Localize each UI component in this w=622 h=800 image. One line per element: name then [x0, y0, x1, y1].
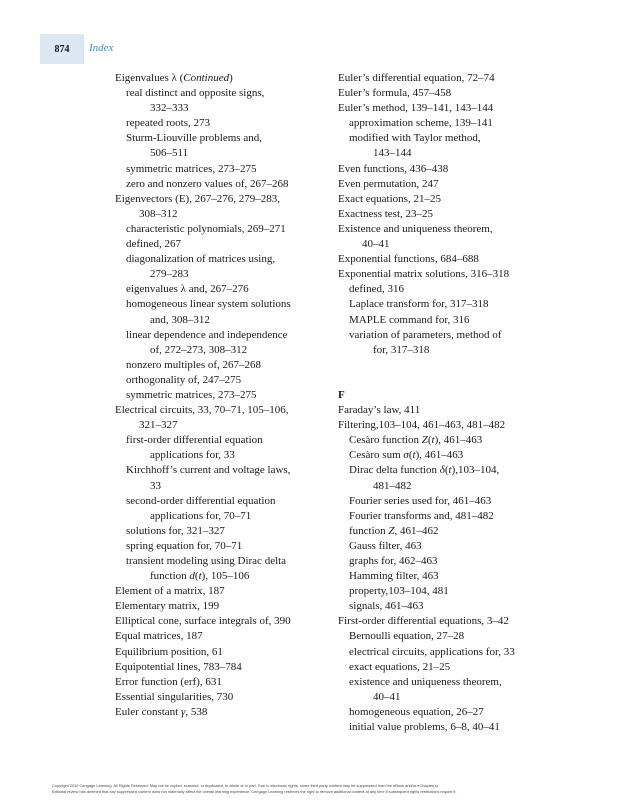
index-subentry: [338, 705, 552, 720]
index-entry-italic: Continued: [183, 72, 230, 84]
index-entry-text: Euler’s method, 139–141, 143–144: [338, 102, 494, 115]
index-entry-text: Equipotential lines, 783–784: [115, 660, 242, 673]
index-entry-text: , 538: [185, 705, 208, 718]
index-entry-text: real distinct and opposite signs,: [126, 87, 265, 100]
index-entry: [115, 614, 329, 629]
index-entry-text: graphs for, 462–463: [349, 555, 438, 567]
index-subentry: [338, 720, 552, 735]
index-entry-text: Gauss filter, 463: [349, 539, 422, 552]
index-entry-text: spring equation for, 70–71: [126, 539, 243, 552]
index-entry: [338, 101, 552, 116]
index-subentry: [338, 524, 552, 539]
index-entry-text: symmetric matrices, 273–275: [126, 162, 257, 175]
index-entry-text: Cesàro sum: [349, 449, 404, 462]
index-entry-text: applications for, 70–71: [150, 509, 252, 522]
index-entry-text: Euler’s differential equation, 72–74: [338, 72, 495, 84]
index-subentry: [115, 358, 329, 373]
index-entry-text: Faraday’s law, 411: [338, 404, 421, 417]
index-entry-text: and, 308–312: [150, 313, 210, 326]
index-subentry: [338, 463, 552, 478]
index-entry-text: F: [338, 388, 345, 401]
index-entry-text: (: [408, 449, 413, 462]
index-entry-text: nonzero multiples of, 267–268: [126, 358, 262, 371]
index-entry: [115, 705, 329, 720]
index-entry-text: Equal matrices, 187: [115, 630, 203, 643]
index-entry-text: Equilibrium position, 61: [115, 645, 223, 658]
index-entry-text: Laplace transform for, 317–318: [349, 298, 489, 311]
index-entry-italic: t: [431, 434, 435, 447]
index-entry-text: MAPLE command for, 316: [349, 313, 470, 326]
index-entry-italic: t: [412, 449, 416, 462]
index-entry: [338, 207, 552, 222]
index-entry-text: property,103–104, 481: [349, 585, 449, 598]
index-entry-text: second-order differential equation: [126, 494, 276, 507]
index-subentry: [338, 146, 552, 161]
index-entry-text: 279–283: [150, 268, 189, 281]
index-entry-text: Sturm-Liouville problems and,: [126, 132, 262, 145]
index-subentry: [338, 660, 552, 675]
index-entry-text: modified with Taylor method,: [349, 132, 481, 145]
index-entry: [338, 192, 552, 207]
index-entry-text: exact equations, 21–25: [349, 660, 451, 673]
index-entry-text: 40–41: [373, 690, 401, 703]
index-entry: [115, 660, 329, 675]
index-entry-text: Exactness test, 23–25: [338, 207, 434, 220]
index-entry: [338, 222, 552, 237]
index-entry-text: defined, 316: [349, 283, 404, 296]
index-subentry: [338, 584, 552, 599]
index-entry-text: Electrical circuits, 33, 70–71, 105–106,: [115, 404, 289, 417]
index-entry: [338, 418, 552, 433]
index-entry-text: of, 272–273, 308–312: [150, 343, 248, 356]
index-entry: [115, 675, 329, 690]
index-entry-text: Even permutation, 247: [338, 177, 439, 190]
index-entry-text: first-order differential equation: [126, 434, 263, 447]
index-subentry: [338, 479, 552, 494]
index-column-right: [338, 71, 552, 735]
blank-line: [338, 358, 552, 373]
index-subentry: [338, 569, 552, 584]
index-subentry: [115, 494, 329, 509]
index-entry: [338, 86, 552, 101]
index-subentry: [115, 418, 329, 433]
index-subentry: [338, 554, 552, 569]
index-entry: [338, 614, 552, 629]
index-entry: [115, 71, 329, 86]
index-entry: [338, 252, 552, 267]
index-entry: [115, 645, 329, 660]
page-number: 874: [54, 43, 70, 55]
index-entry-text: (: [427, 434, 432, 447]
index-subentry: [115, 252, 329, 267]
index-entry-text: 33: [150, 479, 161, 492]
index-entry: [338, 177, 552, 192]
index-subentry: [115, 554, 329, 569]
index-subentry: [115, 448, 329, 463]
index-entry-text: (: [444, 464, 449, 477]
index-entry-italic: σ: [403, 449, 409, 462]
index-entry-italic: t: [448, 464, 452, 477]
index-subentry: [115, 86, 329, 101]
index-entry-text: ), 461–463: [434, 434, 483, 447]
index-column-left: [115, 71, 329, 720]
index-entry-text: initial value problems, 6–8, 40–41: [349, 721, 500, 734]
index-subentry: [115, 388, 329, 403]
index-entry-text: Eigenvalues λ (: [115, 72, 184, 84]
index-entry-text: repeated roots, 273: [126, 117, 210, 130]
index-subentry: [338, 433, 552, 448]
index-entry-italic: t: [198, 570, 202, 583]
index-entry-text: transient modeling using Dirac delta: [126, 555, 287, 567]
index-entry-text: linear dependence and independence: [126, 328, 288, 341]
index-entry-text: Dirac delta function: [349, 464, 440, 477]
index-entry-text: 321–327: [139, 419, 178, 432]
index-subentry: [338, 645, 552, 660]
index-entry-text: ), 105–106: [201, 570, 250, 583]
index-entry-text: , 461–462: [394, 524, 439, 537]
index-entry-text: applications for, 33: [150, 449, 235, 462]
index-subentry: [338, 599, 552, 614]
index-subentry: [115, 539, 329, 554]
index-entry-text: zero and nonzero values of, 267–268: [126, 177, 289, 190]
index-subentry: [338, 494, 552, 509]
index-subentry: [115, 177, 329, 192]
index-subentry: [338, 629, 552, 644]
index-entry-text: approximation scheme, 139–141: [349, 117, 493, 130]
index-entry-italic: Z: [421, 434, 428, 447]
index-subentry: [338, 237, 552, 252]
index-entry-text: Bernoulli equation, 27–28: [349, 630, 465, 643]
copyright-footer: [52, 783, 582, 795]
index-entry-text: Element of a matrix, 187: [115, 585, 225, 598]
index-subentry: [115, 463, 329, 478]
index-entry-text: ): [229, 72, 233, 84]
index-entry-text: homogeneous linear system solutions: [126, 298, 291, 311]
index-entry-text: (: [194, 570, 199, 583]
index-subentry: [115, 524, 329, 539]
index-entry-text: Hamming filter, 463: [349, 570, 439, 583]
index-subentry: [115, 297, 329, 312]
footer-line-1: Copyright 2010 Cengage Learning. All Rights Reserved. May not be copied, scanned, or duplicated, in whole or in part. Due to electronic rights, some third party content may be suppressed from the eBook and/or eChapter(s).: [52, 783, 439, 788]
index-subentry: [115, 373, 329, 388]
index-entry-text: Even functions, 436–438: [338, 162, 449, 175]
index-subentry: [115, 509, 329, 524]
index-subentry: [338, 297, 552, 312]
index-entry-italic: d: [189, 570, 195, 583]
index-subentry: [115, 433, 329, 448]
blank-line: [338, 373, 552, 388]
index-entry: [115, 192, 329, 207]
index-subentry: [115, 146, 329, 161]
index-entry-text: 332–333: [150, 102, 189, 115]
index-subentry: [338, 313, 552, 328]
index-subentry: [338, 675, 552, 690]
index-subentry: [115, 222, 329, 237]
index-subentry: [115, 162, 329, 177]
index-entry: [338, 162, 552, 177]
index-section-letter: [338, 388, 552, 403]
index-subentry: [338, 328, 552, 343]
index-entry-text: Cesàro function: [349, 434, 422, 447]
index-entry-text: variation of parameters, method of: [349, 328, 502, 341]
index-subentry: [338, 690, 552, 705]
index-entry-text: Euler constant: [115, 705, 181, 718]
index-entry: [115, 584, 329, 599]
index-entry-text: Essential singularities, 730: [115, 690, 234, 703]
index-entry-text: electrical circuits, applications for, 33: [349, 645, 515, 658]
index-subentry: [115, 207, 329, 222]
index-entry: [115, 403, 329, 418]
index-entry-italic: Z: [388, 524, 395, 537]
index-entry-text: Fourier series used for, 461–463: [349, 494, 492, 507]
index-entry-text: Exponential functions, 684–688: [338, 253, 479, 266]
index-entry-text: signals, 461–463: [349, 600, 424, 613]
index-entry: [115, 629, 329, 644]
index-entry: [338, 403, 552, 418]
index-entry-text: Exact equations, 21–25: [338, 192, 441, 205]
index-entry-text: symmetric matrices, 273–275: [126, 388, 257, 401]
index-subentry: [338, 343, 552, 358]
index-entry-text: Euler’s formula, 457–458: [338, 87, 452, 100]
index-subentry: [115, 267, 329, 282]
index-entry-text: Kirchhoff’s current and voltage laws,: [126, 464, 291, 477]
page-number-box: [40, 34, 84, 64]
index-entry-text: for, 317–318: [373, 343, 430, 356]
index-entry-text: defined, 267: [126, 238, 181, 251]
index-entry-text: 506–511: [150, 147, 189, 160]
index-subentry: [115, 313, 329, 328]
index-subentry: [115, 282, 329, 297]
index-entry-text: eigenvalues λ and, 267–276: [126, 283, 249, 296]
index-entry-text: diagonalization of matrices using,: [126, 253, 276, 266]
index-subentry: [115, 479, 329, 494]
index-entry-text: Eigenvectors (E), 267–276, 279–283,: [115, 192, 280, 205]
index-entry-text: Elementary matrix, 199: [115, 600, 220, 613]
index-subentry: [115, 328, 329, 343]
index-entry-text: homogeneous equation, 26–27: [349, 705, 484, 718]
running-title: Index: [89, 42, 114, 54]
index-entry-text: First-order differential equations, 3–42: [338, 615, 509, 628]
index-entry-text: Filtering,103–104, 461–463, 481–482: [338, 419, 506, 432]
index-entry-text: ), 461–463: [415, 449, 464, 462]
index-entry: [338, 71, 552, 86]
index-entry-text: existence and uniqueness theorem,: [349, 675, 502, 688]
index-entry-text: characteristic polynomials, 269–271: [126, 222, 286, 235]
index-subentry: [115, 101, 329, 116]
index-subentry: [338, 116, 552, 131]
index-entry-text: 40–41: [362, 238, 390, 251]
index-entry-text: function: [349, 524, 389, 537]
index-subentry: [115, 131, 329, 146]
index-entry-text: Error function (erf), 631: [115, 675, 222, 688]
index-entry-italic: δ: [439, 464, 445, 477]
index-subentry: [115, 569, 329, 584]
index-entry-text: orthogonality of, 247–275: [126, 373, 242, 386]
index-subentry: [338, 509, 552, 524]
index-entry-text: solutions for, 321–327: [126, 524, 225, 537]
index-entry-text: Fourier transforms and, 481–482: [349, 509, 494, 522]
index-subentry: [115, 237, 329, 252]
index-entry: [338, 267, 552, 282]
index-entry-text: ),103–104,: [451, 464, 500, 477]
footer-line-2: Editorial review has deemed that any suppressed content does not materially affect the overall learning experience. Cengage Learning reserves the right to remove additional content at any time if subsequent rights restrictions require it.: [52, 789, 457, 794]
index-subentry: [338, 539, 552, 554]
index-subentry: [338, 448, 552, 463]
index-subentry: [115, 343, 329, 358]
index-subentry: [338, 131, 552, 146]
index-entry-text: Existence and uniqueness theorem,: [338, 222, 493, 235]
index-entry-text: Exponential matrix solutions, 316–318: [338, 268, 510, 281]
index-subentry: [338, 282, 552, 297]
index-entry-text: Elliptical cone, surface integrals of, 390: [115, 615, 291, 628]
index-entry: [115, 599, 329, 614]
index-entry-text: 143–144: [373, 147, 412, 160]
index-entry-text: 308–312: [139, 207, 178, 220]
index-entry-italic: γ: [180, 705, 186, 718]
index-subentry: [115, 116, 329, 131]
index-entry-text: 481–482: [373, 479, 412, 492]
index-entry-text: function: [150, 570, 190, 583]
index-entry: [115, 690, 329, 705]
